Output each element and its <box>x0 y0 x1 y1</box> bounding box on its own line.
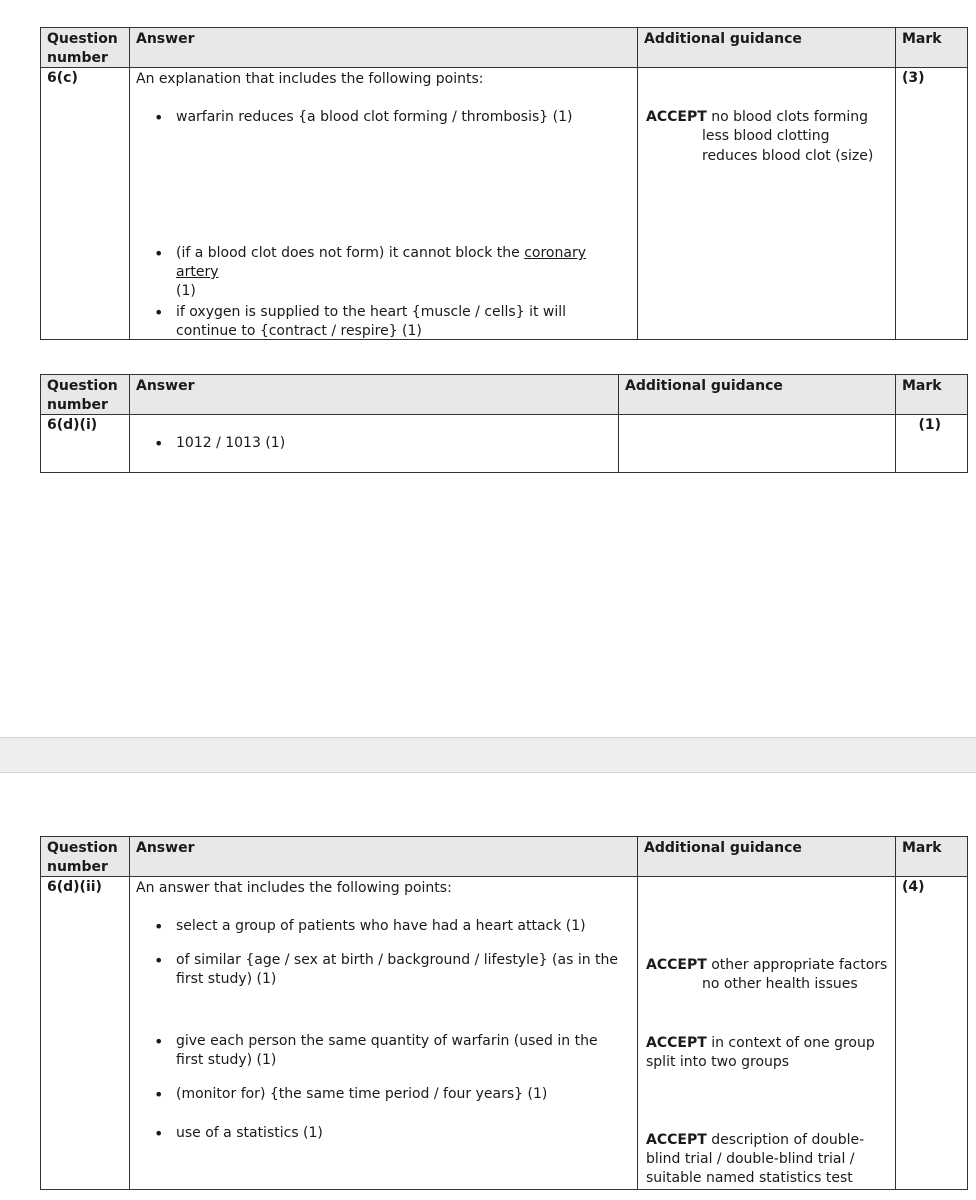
answer-cell <box>130 415 619 472</box>
answer-bullet: • warfarin reduces {a blood clot forming / thrombosis} (1) <box>176 108 629 127</box>
guidance-cell <box>619 415 896 472</box>
header-guidance: Additional guidance <box>619 375 896 414</box>
table-6dii <box>40 836 968 1190</box>
header-mark: Mark <box>902 840 942 856</box>
bullet-tail: (1) <box>176 283 196 299</box>
answer-intro: An answer that includes the following points: <box>136 880 452 896</box>
accept-label: ACCEPT <box>646 1035 707 1051</box>
header-answer: Answer <box>130 375 619 414</box>
guidance-line: less blood clotting <box>702 128 830 144</box>
guidance-line: no blood clots forming <box>711 109 869 125</box>
header-question-number: Question number <box>41 375 130 414</box>
guidance-text <box>646 1131 890 1188</box>
answer-bullet: • use of a statistics (1) <box>176 1124 629 1143</box>
header-mark: Mark <box>902 378 942 394</box>
guidance-text <box>646 956 887 975</box>
answer-bullet: • 1012 / 1013 (1) <box>176 434 610 453</box>
guidance-line: reduces blood clot (size) <box>702 148 874 164</box>
mark-value: (4) <box>902 879 925 895</box>
answer-bullet <box>176 244 629 301</box>
answer-intro: An explanation that includes the following points: <box>136 71 484 87</box>
header-question-number: Question number <box>41 837 130 876</box>
guidance-line: in context of one group split into two groups <box>646 1035 875 1070</box>
accept-label: ACCEPT <box>646 1132 707 1148</box>
guidance-text <box>646 1034 886 1072</box>
table-row <box>41 68 967 339</box>
question-number: 6(d)(i) <box>41 415 130 472</box>
answer-cell <box>130 68 638 339</box>
bullet-text: (if a blood clot does not form) it cannot block the <box>176 245 520 261</box>
table-6di <box>40 374 968 473</box>
mark-value: (1) <box>918 417 941 433</box>
answer-bullet: • select a group of patients who have had a heart attack (1) <box>176 917 629 936</box>
underlined-term: coronary artery <box>176 245 586 280</box>
guidance-line: other appropriate factors <box>711 957 888 973</box>
guidance-text <box>646 108 868 127</box>
mark-value: (3) <box>902 70 925 86</box>
header-row <box>41 375 967 415</box>
answer-bullet: • (monitor for) {the same time period / four years} (1) <box>176 1085 629 1104</box>
question-number: 6(d)(ii) <box>41 877 130 1189</box>
header-question-number: Question number <box>41 28 130 67</box>
table-6c <box>40 27 968 340</box>
accept-label: ACCEPT <box>646 957 707 973</box>
header-answer: Answer <box>130 837 638 876</box>
guidance-cell <box>638 877 896 1189</box>
header-mark: Mark <box>902 31 942 47</box>
answer-cell <box>130 877 638 1189</box>
header-guidance: Additional guidance <box>638 28 896 67</box>
header-row <box>41 837 967 877</box>
guidance-cell <box>638 68 896 339</box>
table-row <box>41 415 967 472</box>
guidance-line: no other health issues <box>702 976 858 992</box>
answer-bullet: • if oxygen is supplied to the heart {muscle / cells} it will continue to {contract / respire} (1) <box>176 303 629 341</box>
answer-bullet: • give each person the same quantity of warfarin (used in the first study) (1) <box>176 1032 629 1070</box>
header-answer: Answer <box>130 28 638 67</box>
table-row <box>41 877 967 1189</box>
guidance-line: description of double-blind trial / double-blind trial / suitable named statistics test <box>646 1132 865 1186</box>
answer-bullet: • of similar {age / sex at birth / background / lifestyle} (as in the first study) (1) <box>176 951 629 989</box>
accept-label: ACCEPT <box>646 109 707 125</box>
question-number: 6(c) <box>41 68 130 339</box>
page-break <box>0 737 976 773</box>
header-row <box>41 28 967 68</box>
header-guidance: Additional guidance <box>638 837 896 876</box>
